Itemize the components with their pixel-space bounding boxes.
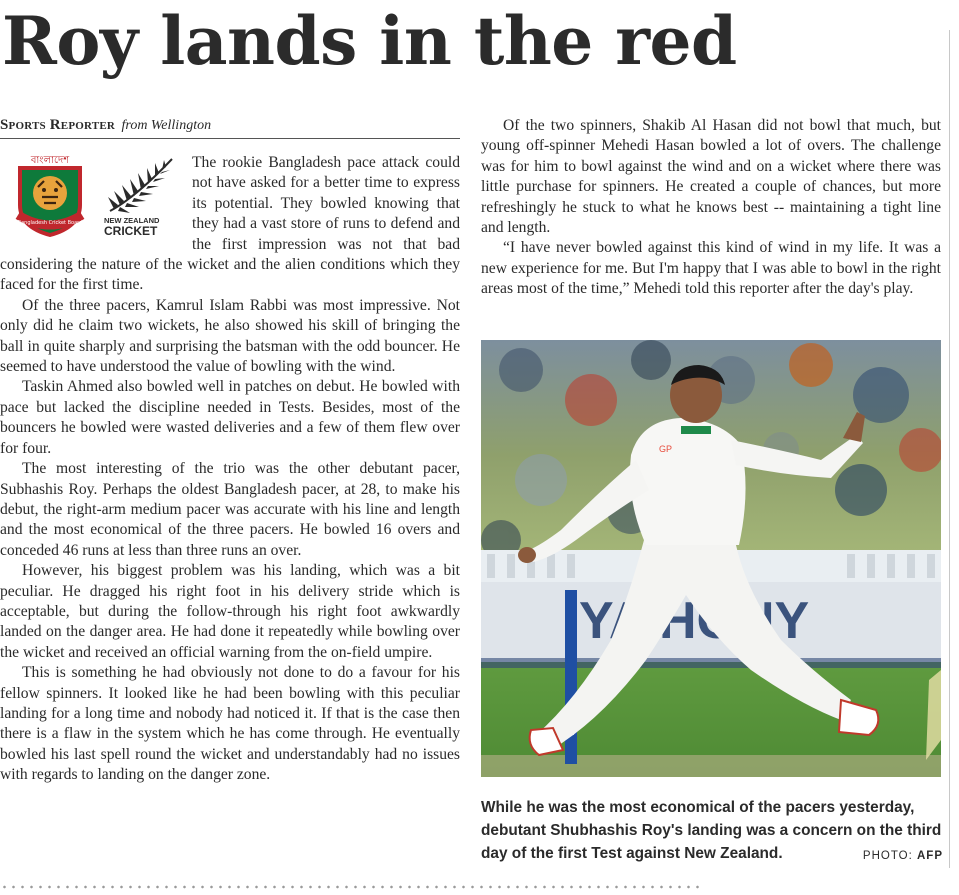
photo-credit-source: AFP — [917, 850, 943, 862]
photo-credit-label: PHOTO: — [862, 850, 913, 862]
bowler-photo — [481, 340, 941, 777]
shirt-sponsor: GP — [659, 444, 673, 454]
article-column-1 — [0, 116, 460, 786]
paragraph: This is something he had obviously not done to do a favour for his fellow spinners. It looked like he had been bowling with this peculiar landing for a long time and nobody had noticed it. If that is the case then there is a flaw in the system which he has come through. He eventually bowled his last spell round the wicket and understandably had no issues with regards to landing on the danger zone. — [0, 664, 460, 784]
photo-caption — [481, 796, 943, 868]
bcb-logo — [14, 153, 86, 237]
nzc-logo-line2: CRICKET — [104, 224, 158, 237]
column-rule — [949, 30, 950, 868]
nzc-logo-line1: NEW ZEALAND — [104, 216, 160, 225]
nzc-logo — [100, 157, 178, 237]
paragraph: Of the two spinners, Shakib Al Hasan did not bowl that much, but young off-spinner Mehedi Hasan bowled a lot of overs. The challenge was for him to bowl against the wind and on a wicket where there was little purchase for spinners. He created a couple of chances, but more refreshingly he stuck to what he knows best -- maintaining a tight line and length. — [481, 117, 941, 237]
paragraph: Taskin Ahmed also bowled well in patches on debut. He bowled with pace but lacked the discipline needed in Tests. Besides, most of the bouncers he bowled were wasted deliveries and a few of them flew over for four. — [0, 378, 460, 457]
headline: Roy lands in the red — [2, 2, 737, 80]
stadium-board-text: YA HONY — [579, 592, 810, 650]
paragraph: However, his biggest problem was his landing, which was a bit peculiar. He dragged his right foot in his delivery stride which is acceptable, but during the follow-through his right foot awkwardly landed on the danger area. He had done it repeatedly while bowling over the wicket and received an official warning from the on-field umpire. — [0, 562, 460, 661]
article-column-2 — [481, 116, 941, 300]
byline-location: from Wellington — [121, 118, 212, 133]
caption-text: While he was the most economical of the pacers yesterday, debutant Shubhashis Roy's landing was a concern on the third day of the first Test against New Zealand. — [481, 799, 942, 862]
paragraph: The rookie Bangladesh pace attack could not have asked for a better time to express its potential. They bowled knowing that they had a vast store of runs to defend and the first impression was not that bad considering the nature of the wicket and the alien conditions which they faced for the first time. — [0, 154, 460, 294]
paragraph: Of the three pacers, Kamrul Islam Rabbi was most impressive. Not only did he claim two wickets, he also showed his skill of bringing the ball in quite sharply and surprising the batsman with the odd bouncer. He seemed to have understood the value of bowling with the wind. — [0, 296, 460, 376]
bcb-logo-name: Bangladesh Cricket Board — [17, 220, 83, 226]
logos — [0, 153, 186, 251]
bowler-photo-illustration — [481, 340, 941, 777]
byline-reporter: Sports Reporter — [0, 117, 115, 133]
bcb-logo-script: বাংলাদেশ — [30, 155, 70, 166]
paragraph: The most interesting of the trio was the other debutant pacer, Subhashis Roy. Perhaps the oldest Bangladesh pacer, at 28, to make his debut, the right-arm medium pacer was accurate with his line and length and the most economical of the three pacers. He bowled 16 overs and conceded 46 runs at less than three runs an over. — [0, 460, 460, 559]
dotted-separator — [0, 884, 700, 890]
paragraph: “I have never bowled against this kind of wind in my life. It was a new experience for me. But I'm happy that I was able to bowl in the right areas most of the time,” Mehedi told this reporter after the day's play. — [481, 239, 941, 298]
photo-credit — [863, 845, 943, 868]
byline — [0, 116, 460, 139]
